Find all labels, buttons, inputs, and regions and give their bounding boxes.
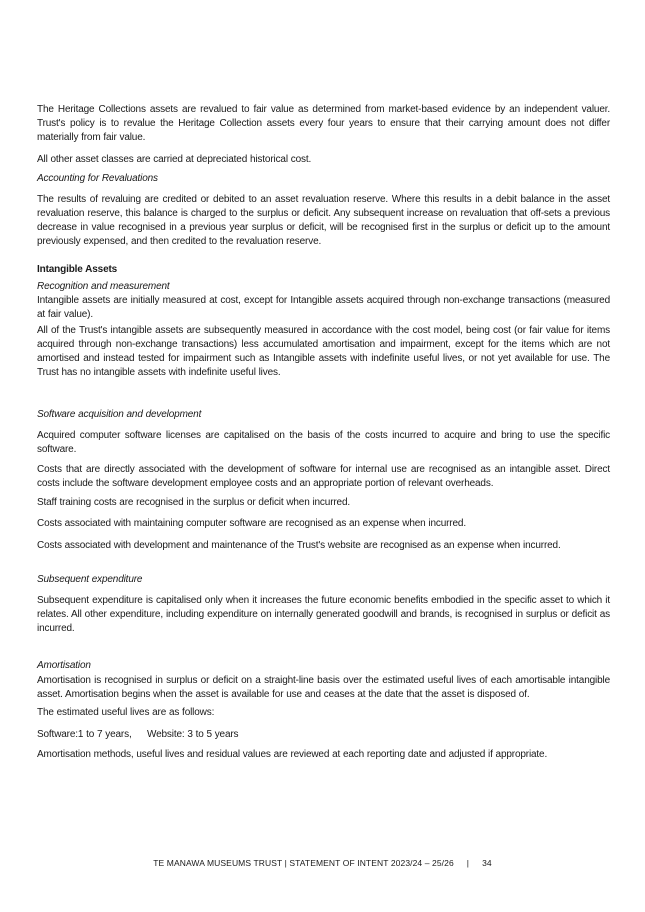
heading-intangible-assets: Intangible Assets bbox=[37, 264, 118, 275]
heading-software-acquisition: Software acquisition and development bbox=[37, 409, 202, 420]
paragraph-amortisation: Amortisation is recognised in surplus or deficit on a straight-line basis over the estimated useful lives of each amortisable intangible asset. Amortisation begins when the asset is available for use and ceases at the date that the asset is disposed of. bbox=[37, 675, 610, 700]
paragraph-useful-lives-intro: The estimated useful lives are as follows: bbox=[37, 707, 215, 718]
paragraph-revaluing-results: The results of revaluing are credited or debited to an asset revaluation reserve. Where this results in a debit balance in the asset revaluation reserve, this balance is charged to the surplus or deficit. Any subsequent increase on revaluation that off-sets a previous decrease in value recognised in a previous year surplus or deficit, will be recognised first in the surplus or deficit up to the amount previously expensed, and then credited to the revaluation reserve. bbox=[37, 194, 610, 247]
heading-accounting-for-revaluations: Accounting for Revaluations bbox=[37, 173, 158, 184]
paragraph-website-costs: Costs associated with development and maintenance of the Trust's website are recognised as an expense when incurred. bbox=[37, 540, 561, 551]
useful-life-software: Software:1 to 7 years, bbox=[37, 729, 132, 740]
page-content bbox=[37, 103, 610, 762]
paragraph-staff-training: Staff training costs are recognised in the surplus or deficit when incurred. bbox=[37, 497, 351, 508]
heading-subsequent-expenditure: Subsequent expenditure bbox=[37, 574, 143, 585]
paragraph-maintaining-software: Costs associated with maintaining computer software are recognised as an expense when incurred. bbox=[37, 518, 466, 529]
footer-title: TE MANAWA MUSEUMS TRUST | STATEMENT OF INTENT 2023/24 – 25/26 bbox=[153, 858, 454, 868]
footer-separator: | bbox=[466, 858, 470, 868]
heading-recognition-and-measurement: Recognition and measurement bbox=[37, 281, 170, 292]
paragraph-useful-lives bbox=[37, 728, 610, 742]
paragraph-initial-measurement: Intangible assets are initially measured at cost, except for Intangible assets acquired through non-exchange transactions (measured at fair value). bbox=[37, 295, 610, 320]
paragraph-subsequent-expenditure: Subsequent expenditure is capitalised only when it increases the future economic benefits embodied in the specific asset to which it relates. All other expenditure, including expenditure on internally generated goodwill and brands, is recognised in surplus or deficit as incurred. bbox=[37, 595, 610, 634]
paragraph-other-asset-classes: All other asset classes are carried at depreciated historical cost. bbox=[37, 154, 312, 165]
heading-amortisation: Amortisation bbox=[37, 660, 91, 671]
paragraph-direct-costs: Costs that are directly associated with the development of software for internal use are recognised as an intangible asset. Direct costs include the software development employee costs and an appropriate portion of relevant overheads. bbox=[37, 464, 610, 489]
paragraph-acquired-software: Acquired computer software licenses are capitalised on the basis of the costs incurred to acquire and bring to use the specific software. bbox=[37, 430, 610, 455]
useful-life-website: Website: 3 to 5 years bbox=[147, 729, 239, 740]
paragraph-cost-model: All of the Trust's intangible assets are subsequently measured in accordance with the cost model, being cost (or fair value for items acquired through non-exchange transactions) less accumulated amortisation and impairment, except for the items which are not amortised and instead tested for impairment such as Intangible assets with indefinite useful lives, or not yet available for use. The Trust has no intangible assets with indefinite useful lives. bbox=[37, 325, 610, 378]
footer-page-number: 34 bbox=[482, 858, 492, 868]
paragraph-amortisation-review: Amortisation methods, useful lives and residual values are reviewed at each reporting date and adjusted if appropriate. bbox=[37, 749, 548, 760]
paragraph-heritage-revaluation: The Heritage Collections assets are revalued to fair value as determined from market-based evidence by an independent valuer. Trust's policy is to revalue the Heritage Collection assets every four years to ensure that their carrying amount does not differ materially from fair value. bbox=[37, 104, 610, 143]
page-footer bbox=[0, 858, 645, 868]
